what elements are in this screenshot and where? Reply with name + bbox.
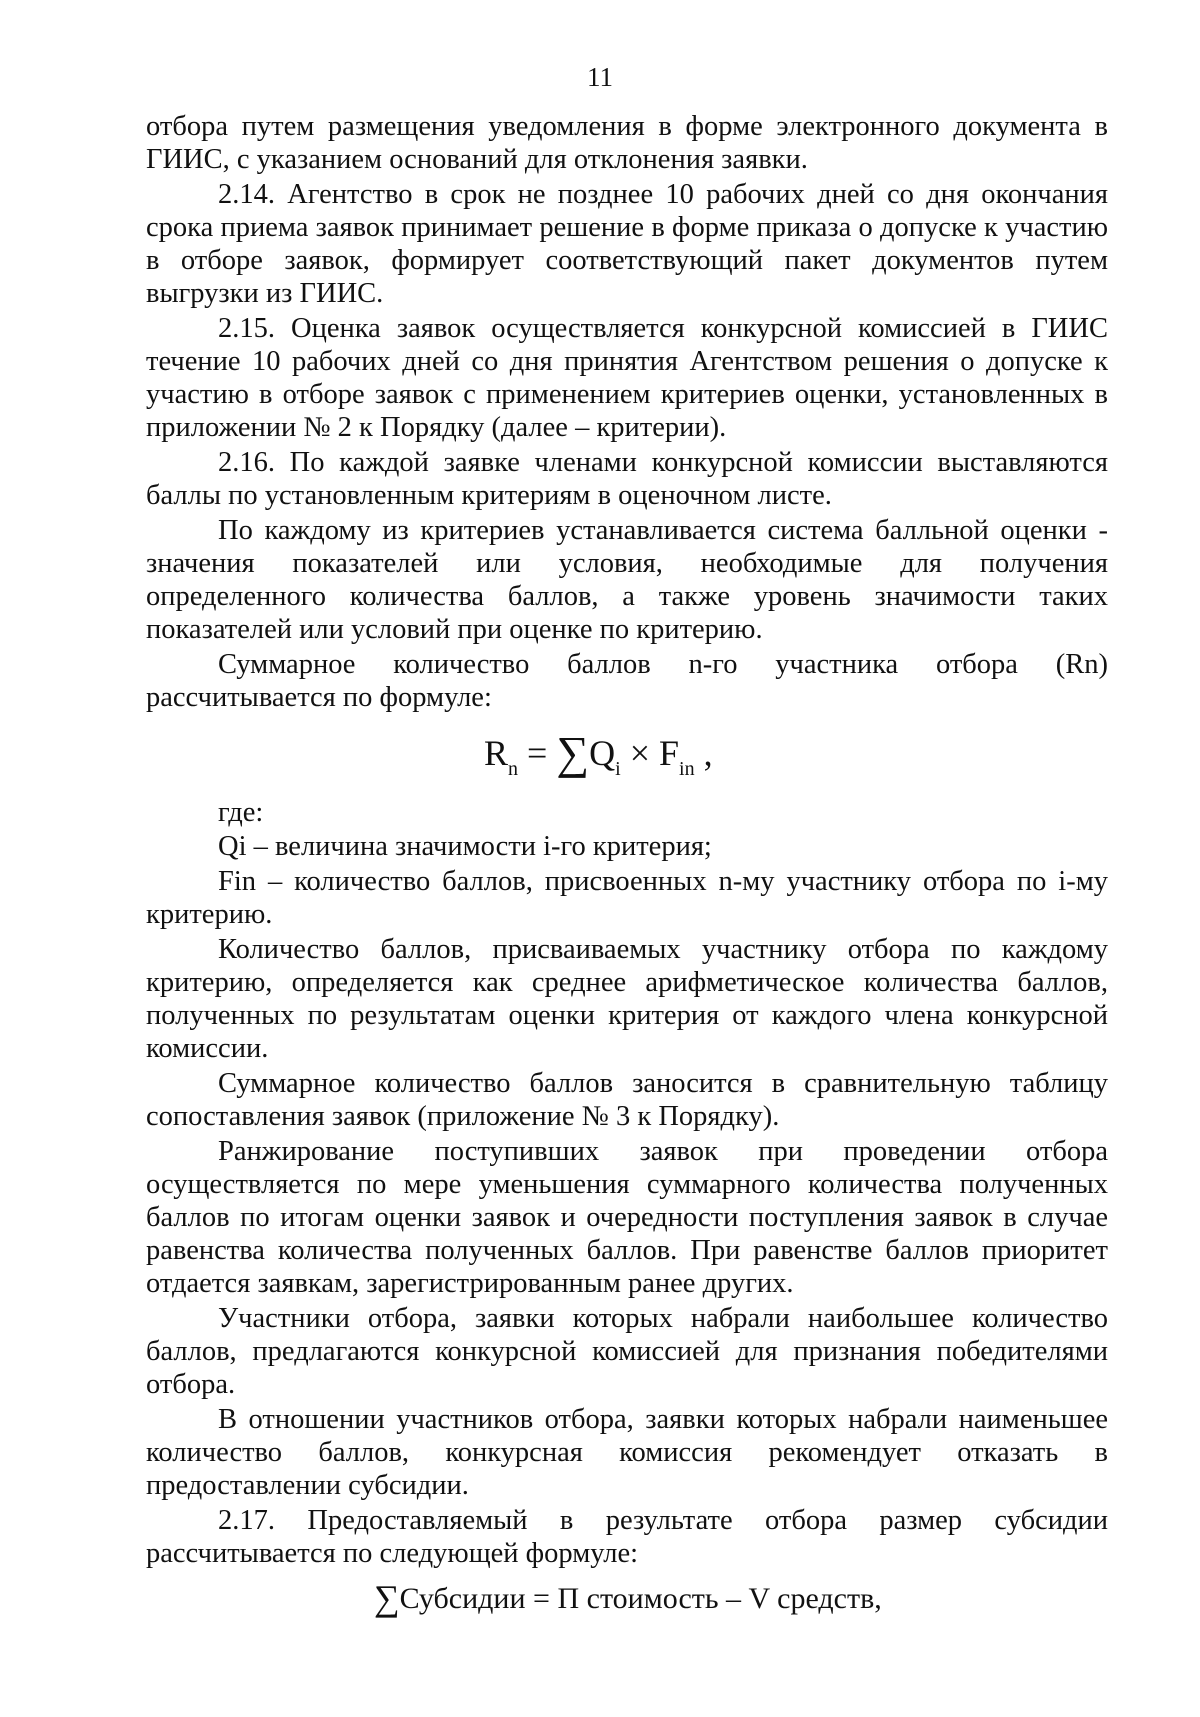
paragraph-scoring-system: По каждому из критериев устанавливается система балльной оценки - значения показателей или условия, необходимые для получения определенного количества баллов, а также уровень значимости таких показателей или условий при оценке по критерию. [146, 515, 1108, 645]
paragraph-2-14: 2.14. Агентство в срок не позднее 10 рабочих дней со дня окончания срока приема заявок принимает решение в форме приказа о допуске к участию в отборе заявок, формирует соответствующий пакет документов путем выгрузки из ГИИС. [146, 179, 1108, 309]
formula-f: F [659, 733, 680, 773]
formula-subsidy [146, 1572, 1108, 1622]
formula-subsidy-expression [374, 1574, 882, 1621]
formula-r-subscript: n [508, 758, 519, 780]
formula-total-score-expression [484, 722, 713, 787]
formula-q-subscript: i [615, 758, 621, 780]
paragraph-lowest-score: В отношении участников отбора, заявки которых набрали наименьшее количество баллов, конкурсная комиссия рекомендует отказать в предоставлении субсидии. [146, 1404, 1108, 1501]
formula-r: R [484, 733, 509, 773]
formula-total-score [146, 716, 1108, 796]
definition-qi: Qi – величина значимости i-го критерия; [218, 831, 712, 862]
paragraph-winners: Участники отбора, заявки которых набрали наибольшее количество баллов, предлагаются конкурсной комиссией для признания победителями отбора. [146, 1303, 1108, 1400]
formula-q: Q [589, 733, 616, 773]
page-number: 11 [587, 62, 613, 92]
paragraph-average-score: Количество баллов, присваиваемых участнику отбора по каждому критерию, определяется как среднее арифметическое количества баллов, полученных по результатам оценки критерия от каждого члена конкурсной комиссии. [146, 934, 1108, 1064]
formula-equals: = [518, 733, 557, 773]
subsidy-sum-symbol: ∑ [374, 1578, 400, 1618]
formula-f-subscript: in [679, 758, 695, 780]
definition-fin: Fin – количество баллов, присвоенных n-му участнику отбора по i-му критерию. [146, 866, 1108, 930]
paragraph-2-15: 2.15. Оценка заявок осуществляется конкурсной комиссией в ГИИС течение 10 рабочих дней со дня принятия Агентством решения о допуске к участию в отборе заявок с применением критериев оценки, установленных в приложении № 2 к Порядку (далее – критерии). [146, 313, 1108, 443]
formula-times: × [620, 733, 659, 773]
formula-where-label: где: [218, 797, 264, 828]
formula-subsidy-text: Субсидии = П стоимость – V средств, [399, 1582, 882, 1615]
paragraph-ranking: Ранжирование поступивших заявок при проведении отбора осуществляется по мере уменьшения суммарного количества полученных баллов по итогам оценки заявок и очередности поступления заявок в случае равенства количества полученных баллов. При равенстве баллов приоритет отдается заявкам, зарегистрированным ранее других. [146, 1136, 1108, 1299]
paragraph-comparison-table: Суммарное количество баллов заносится в сравнительную таблицу сопоставления заявок (приложение № 3 к Порядку). [146, 1068, 1108, 1132]
document-body [146, 110, 1108, 1622]
formula-comma: , [694, 733, 713, 773]
paragraph-rejection-notice: отбора путем размещения уведомления в форме электронного документа в ГИИС, с указанием оснований для отклонения заявки. [146, 111, 1108, 175]
paragraph-2-16: 2.16. По каждой заявке членами конкурсной комиссии выставляются баллы по установленным критериям в оценочном листе. [146, 447, 1108, 511]
paragraph-total-score-formula-intro: Суммарное количество баллов n-го участника отбора (Rn) рассчитывается по формуле: [146, 649, 1108, 713]
sum-symbol: ∑ [556, 727, 590, 778]
paragraph-2-17: 2.17. Предоставляемый в результате отбора размер субсидии рассчитывается по следующей формуле: [146, 1505, 1108, 1569]
